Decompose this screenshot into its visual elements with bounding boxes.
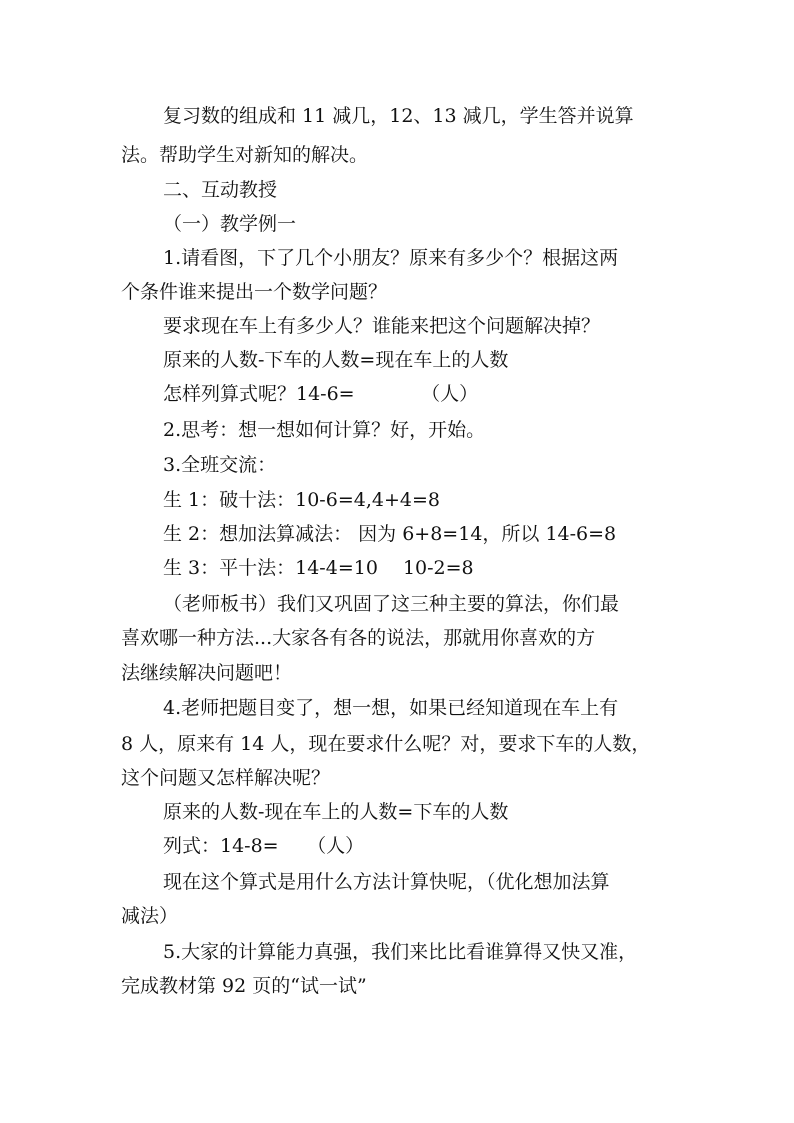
paragraph-review-line-2: 法。帮助学生对新知的解决。	[121, 144, 369, 166]
teacher-board-line-2: 喜欢哪一种方法...大家各有各的说法，那就用你喜欢的方	[121, 627, 596, 649]
step-2-line: 2.思考：想一想如何计算？好，开始。	[163, 419, 486, 441]
teacher-board-line-3: 法继续解决问题吧！	[121, 662, 293, 684]
equation-line-1: 怎样列算式呢？14-6= （人）	[163, 383, 479, 405]
step-4-line-2: 8 人，原来有 14 人，现在要求什么呢？对，要求下车的人数，	[121, 733, 651, 755]
step-3-line: 3.全班交流：	[163, 454, 277, 476]
step-4-line-1: 4.老师把题目变了，想一想，如果已经知道现在车上有	[163, 697, 619, 719]
subsection-heading-example-one: （一）教学例一	[163, 213, 297, 235]
paragraph-review-line-1: 复习数的组成和 11 减几，12、13 减几，学生答并说算	[163, 105, 634, 127]
teacher-board-line-1: （老师板书）我们又巩固了这三种主要的算法，你们最	[163, 593, 620, 615]
method-question-line-1: 现在这个算式是用什么方法计算快呢，（优化想加法算	[163, 871, 610, 893]
question-line: 要求现在车上有多少人？谁能来把这个问题解决掉？	[163, 315, 601, 337]
equation-line-2: 列式：14-8= （人）	[163, 835, 365, 857]
step-1-line-2: 个条件谁来提出一个数学问题？	[121, 281, 388, 303]
formula-line-1: 原来的人数-下车的人数=现在车上的人数	[163, 349, 509, 371]
formula-line-2: 原来的人数-现在车上的人数=下车的人数	[163, 801, 509, 823]
method-question-line-2: 减法）	[121, 905, 179, 927]
step-5-line-2: 完成教材第 92 页的“试一试”	[121, 975, 367, 997]
step-1-line-1: 1.请看图，下了几个小朋友？原来有多少个？根据这两	[163, 247, 619, 269]
section-heading-interactive-teaching: 二、互动教授	[163, 179, 278, 201]
student-2-line: 生 2：想加法算减法： 因为 6+8=14，所以 14-6=8	[163, 523, 617, 545]
student-3-line: 生 3：平十法：14-4=10 10-2=8	[163, 557, 474, 579]
step-4-line-3: 这个问题又怎样解决呢？	[121, 767, 331, 789]
student-1-line: 生 1：破十法：10-6=4,4+4=8	[163, 489, 440, 511]
step-5-line-1: 5.大家的计算能力真强，我们来比比看谁算得又快又准，	[163, 941, 638, 963]
